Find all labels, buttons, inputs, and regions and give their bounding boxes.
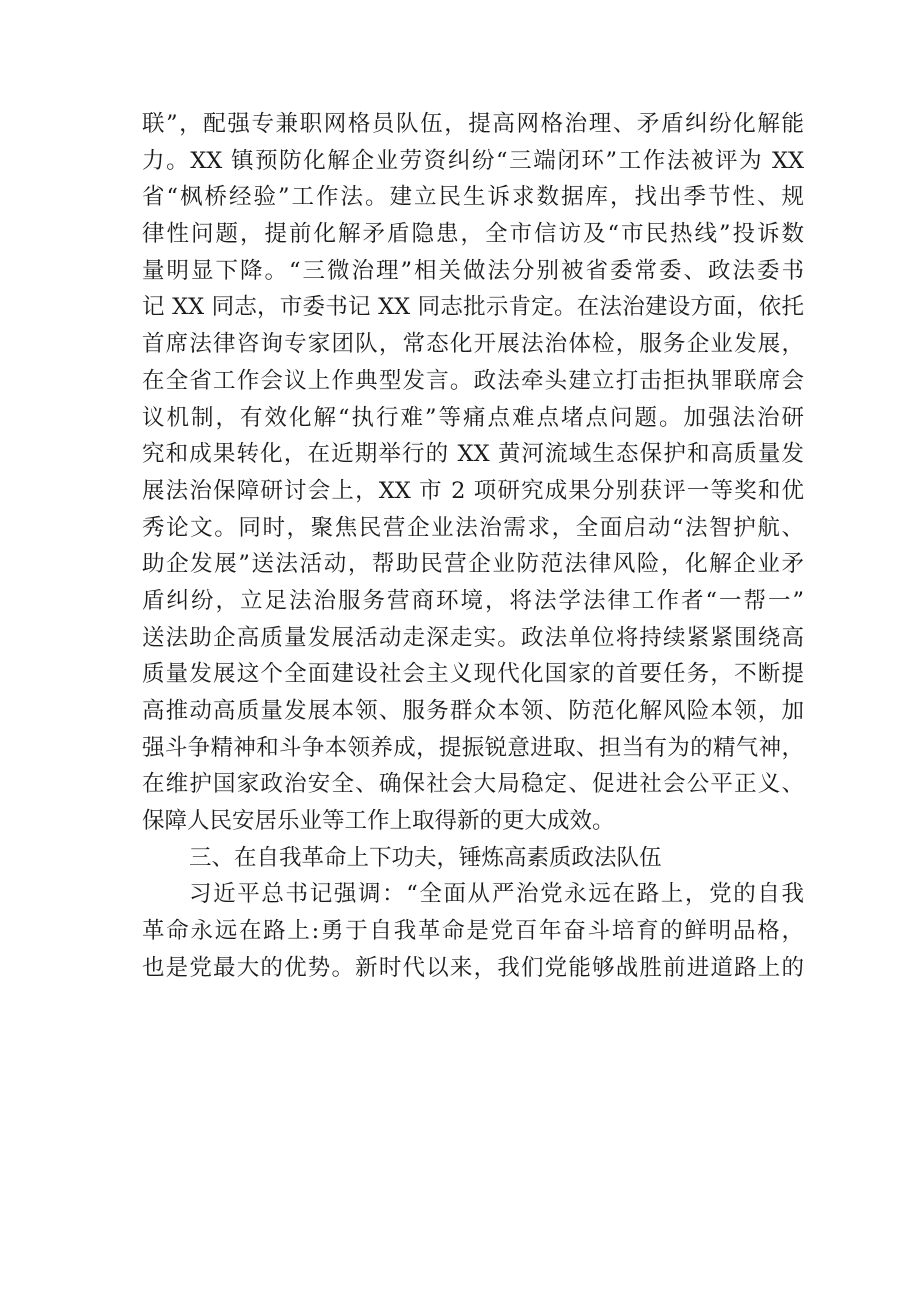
text-line: 首席法律咨询专家团队，常态化开展法治体检，服务企业发展，	[142, 331, 804, 358]
text-line: 在维护国家政治安全、确保社会大局稳定、促进社会公平正义、	[142, 771, 804, 798]
text-line: 究和成果转化，在近期举行的 XX 黄河流域生态保护和高质量发	[142, 441, 804, 468]
text-line: 议机制，有效化解“执行难”等痛点难点堵点问题。加强法治研	[142, 404, 804, 431]
text-line: 省“枫桥经验”工作法。建立民生诉求数据库，找出季节性、规	[142, 184, 804, 211]
paragraph-end-line: 保障人民安居乐业等工作上取得新的更大成效。	[142, 808, 615, 835]
text-line: 革命永远在路上:勇于自我革命是党百年奋斗培育的鲜明品格，	[142, 918, 804, 945]
text-line: 也是党最大的优势。新时代以来，我们党能够战胜前进道路上的	[142, 954, 804, 981]
text-line: 量明显下降。“三微治理”相关做法分别被省委常委、政法委书	[142, 257, 804, 284]
text-line: 高推动高质量发展本领、服务群众本领、防范化解风险本领，加	[142, 698, 804, 724]
text-line: 记 XX 同志，市委书记 XX 同志批示肯定。在法治建设方面，依托	[142, 294, 804, 321]
text-line: 秀论文。同时，聚焦民营企业法治需求，全面启动“法智护航、	[142, 514, 804, 541]
text-line: 强斗争精神和斗争本领养成，提振锐意进取、担当有为的精气神，	[142, 734, 804, 761]
text-line: 在全省工作会议上作典型发言。政法牵头建立打击拒执罪联席会	[142, 367, 804, 394]
text-line: 质量发展这个全面建设社会主义现代化国家的首要任务，不断提	[142, 661, 804, 688]
text-line: 展法治保障研讨会上，XX 市 2 项研究成果分别获评一等奖和优	[142, 477, 804, 504]
text-line: 力。XX 镇预防化解企业劳资纠纷“三端闭环”工作法被评为 XX	[142, 147, 804, 174]
paragraph-first-line: 习近平总书记强调：“全面从严治党永远在路上，党的自我	[189, 881, 804, 908]
text-line: 助企发展”送法活动，帮助民营企业防范法律风险，化解企业矛	[142, 551, 804, 578]
document-body	[142, 106, 804, 987]
text-line: 联”，配强专兼职网格员队伍，提高网格治理、矛盾纠纷化解能	[142, 111, 804, 137]
text-line: 盾纠纷，立足法治服务营商环境，将法学法律工作者“一帮一”	[142, 587, 804, 614]
text-line: 律性问题，提前化解矛盾隐患，全市信访及“市民热线”投诉数	[142, 221, 804, 248]
section-heading: 三、在自我革命上下功夫，锤炼高素质政法队伍	[189, 844, 662, 871]
text-line: 送法助企高质量发展活动走深走实。政法单位将持续紧紧围绕高	[142, 624, 804, 651]
